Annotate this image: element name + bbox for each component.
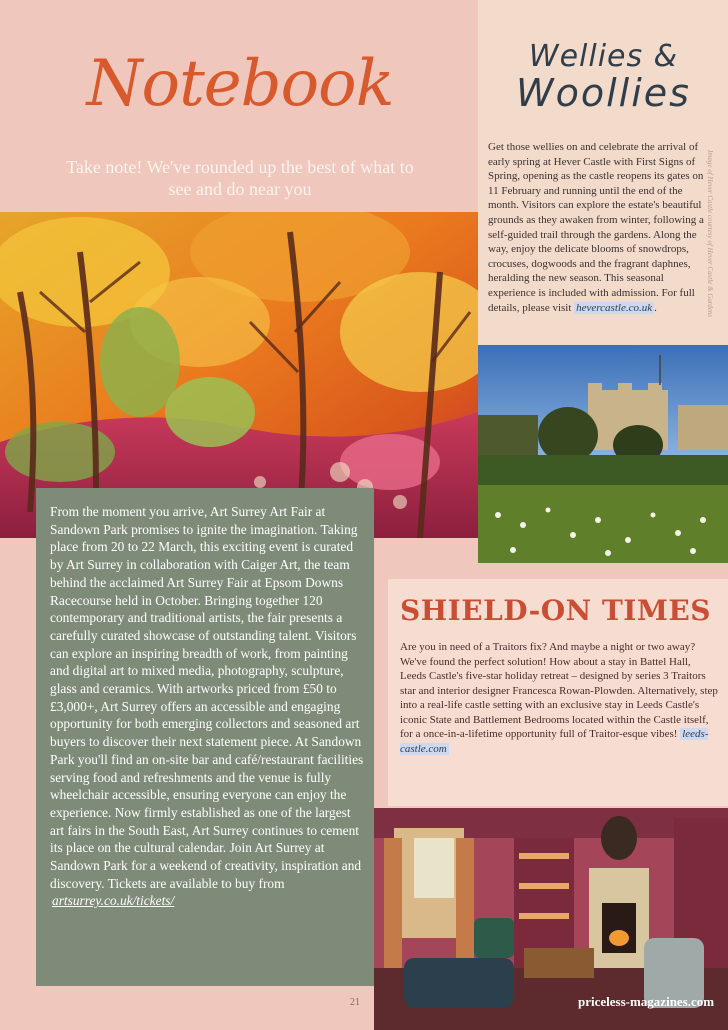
castle-illustration xyxy=(478,345,728,563)
intro-text: Take note! We've rounded up the best of what to see and do near you xyxy=(66,157,414,199)
hever-castle-link[interactable]: hevercastle.co.uk xyxy=(576,301,653,314)
hever-castle-photo xyxy=(478,345,728,563)
site-url[interactable]: priceless-magazines.com xyxy=(578,994,715,1009)
art-surrey-article xyxy=(50,503,366,910)
wellies-heading-line2: Woollies xyxy=(516,71,691,115)
wellies-heading-line1: Wellies & xyxy=(528,39,679,74)
shield-body-text: Are you in need of a Traitors fix? And maybe a night or two away? We've found the perfect solution! How about a stay in Battel Hall, Leeds Castle's five-star holiday retreat – designed by series 3 Traitors star and interior designer Francesca Rowan-Plowden. Alternatively, step into a real-life castle setting with an exclusive stay in Leeds Castle's iconic State and Battlement Bedrooms located within the Castle itself, for a once-in-a-lifetime opportunity full of Traitor-esque vibes! xyxy=(400,641,718,740)
page-number: 21 xyxy=(350,997,360,1008)
photo-credit: Image of Hever Castle courtesy of Hever Castle & Gardens xyxy=(706,150,714,318)
wellies-heading xyxy=(496,39,711,115)
wellies-link-end: . xyxy=(654,301,657,314)
shield-heading: SHIELD-ON TIMES xyxy=(400,594,711,627)
art-surrey-link[interactable]: artsurrey.co.uk/tickets/ xyxy=(52,893,175,909)
wellies-body-text: Get those wellies on and celebrate the arrival of early spring at Hever Castle with First Signs of Spring, opening as the castle reopens its gates on 11 February and running until the end of the month. Visitors can explore the estate's beautiful grounds as they awaken from winter, following a self-guided trail through the gardens. Along the way, enjoy the delicate blooms of snowdrops, crocuses, dogwoods and the fragrant daphnes, heralding the new season. This seasonal experience is included with admission. For full details, please visit xyxy=(488,141,704,314)
shield-article xyxy=(400,640,718,756)
leeds-castle-link[interactable]: leeds-castle.com xyxy=(400,728,709,755)
art-surrey-body-text: From the moment you arrive, Art Surrey Art Fair at Sandown Park promises to ignite the imagination. Taking place from 20 to 22 March, this exciting event is curated by Art Surrey in collaboration with Caiger Art, the team behind the acclaimed Art Surrey Fair at Epsom Downs Racecourse held in October. Bringing together 120 contemporary and traditional artists, the fair presents a carefully curated showcase of outstanding talent. Visitors can explore an inspiring breadth of work, from painting and digital art to mixed media, photography, sculpture, glass and ceramics. With artworks priced from £50 to £3,000+, Art Surrey offers an accessible and engaging opportunity for both emerging collectors and seasoned art buyers to discover their next statement piece. At Sandown Park you'll find an on-site bar and café/restaurant facilities serving food and refreshments and the venue is fully wheelchair accessible, ensuring everyone can enjoy the experience. Now firmly established as one of the largest art fairs in the South East, Art Surrey continues to cement its place on the cultural calendar. Join Art Surrey at Sandown Park for a weekend of creativity, inspiration and discovery. Tickets are available to buy from xyxy=(50,504,364,891)
page-title: Notebook xyxy=(86,47,394,121)
wellies-article xyxy=(488,140,704,315)
